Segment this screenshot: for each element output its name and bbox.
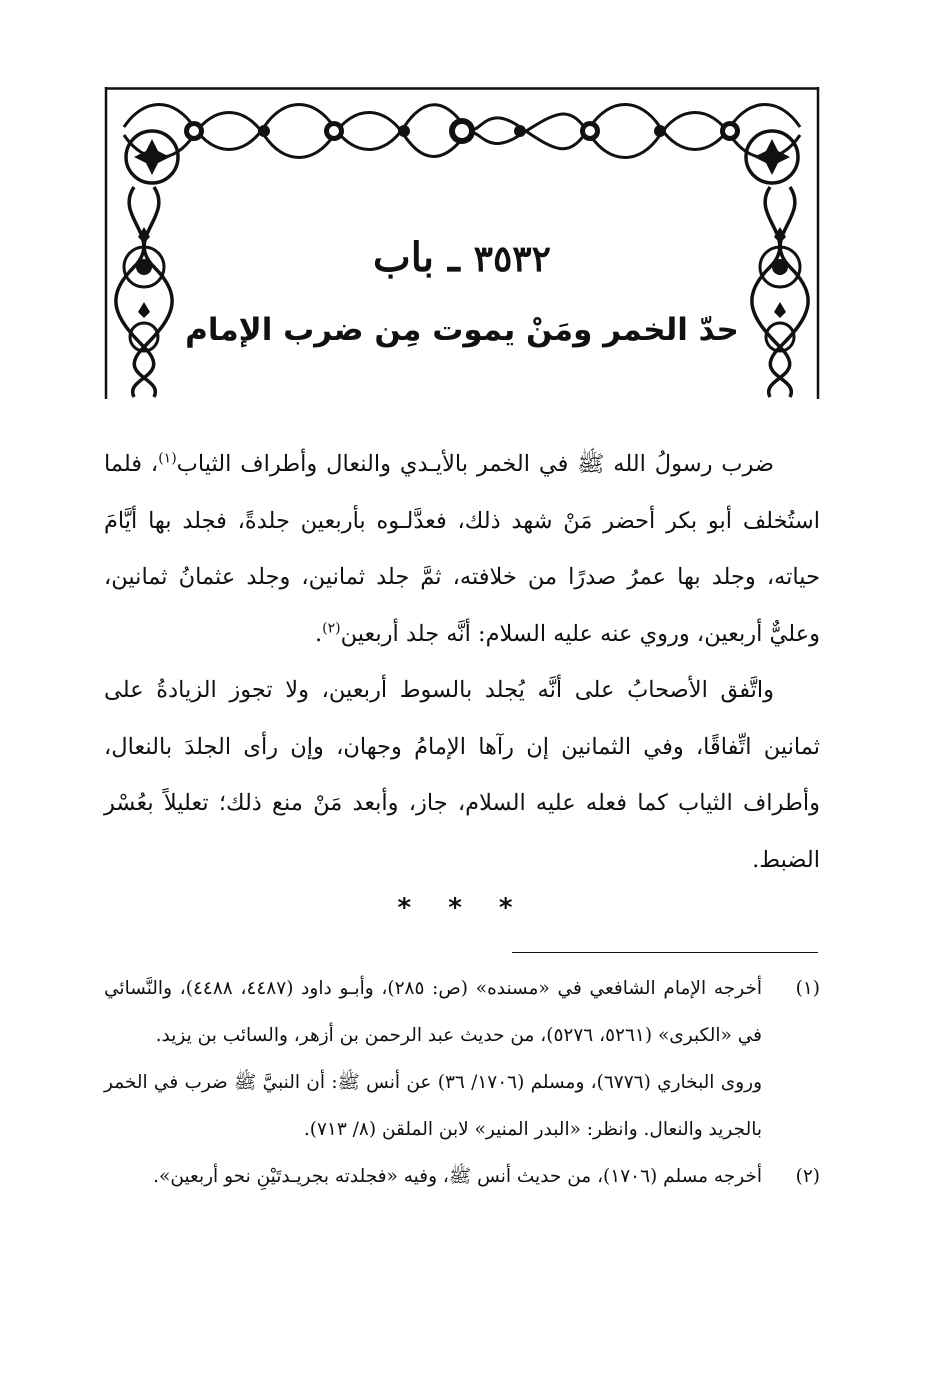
paragraph-1-end: . [315, 620, 323, 647]
chapter-heading [104, 228, 820, 289]
paragraph-2: واتَّفق الأصحابُ على أنَّه يُجلد بالسوط أربعين، ولا تجوز الزيادةُ على ثمانين اتِّفاقًا، وفي الثمانين إن رآها الإمامُ وجهان، وإن رأى الجلدَ بالنعال، وأطراف الثياب كما فعله عليه السلام، جاز، وأبعد مَنْ منع ذلك؛ تعليلاً بعُسْر الضبط. [104, 677, 820, 873]
footnote-ref-2[interactable]: (٢) [322, 620, 341, 636]
chapter-number: ٣٥٣٢ [473, 238, 551, 280]
chapter-title: حدّ الخمر ومَنْ يموت مِن ضرب الإمام [185, 312, 739, 348]
footnote-1-text: أخرجه الإمام الشافعي في «مسنده» (ص: ٢٨٥)، وأبـو داود (٤٤٨٧، ٤٤٨٨)، والنَّسائي في «الكبرى» (٥٢٦١، ٥٢٧٦)، من حديث عبد الرحمن بن أزهر، والسائب بن يزيد. [104, 978, 762, 1046]
paragraph-1-start: ضرب رسولُ الله ﷺ في الخمر بالأيـدي والنعال وأطراف الثياب [176, 451, 775, 477]
footnote-2 [104, 1153, 820, 1200]
section-separator: * * * [397, 893, 527, 923]
footnote-2-text: أخرجه مسلم (١٧٠٦)، من حديث أنس ﷺ، وفيه «فجلدته بجريـدتَيْنِ نحو أربعين». [153, 1166, 762, 1187]
footnote-2-number: (٢) [795, 1166, 820, 1187]
footnotes [104, 965, 820, 1200]
main-text [104, 436, 820, 888]
paragraph-1 [104, 436, 820, 662]
footnote-rule [512, 952, 818, 953]
footnote-1 [104, 965, 820, 1153]
footnote-ref-1[interactable]: (١) [158, 450, 177, 467]
footnote-1-number: (١) [795, 978, 820, 999]
chapter-word: باب [373, 234, 435, 281]
paragraph-1-middle: ، فلما استُخلف أبو بكر أحضر مَنْ شهد ذلك، فعدَّلـوه بأربعين جلدةً، فجلد بها أيَّامَ حياته، وجلد بها عمرُ صدرًا من خلافته، ثمَّ جلد ثمانين، وجلد عثمانُ ثمانين، وعليٌّ أربعين، وروي عنه عليه السلام: أنَّه جلد أربعين [104, 451, 820, 647]
chapter-dash: ـ [447, 234, 460, 281]
footnote-1-continuation: وروى البخاري (٦٧٧٦)، ومسلم (١٧٠٦/ ٣٦) عن أنس ﷺ: أن النبيَّ ﷺ ضرب في الخمر بالجريد والنعال. وانظر: «البدر المنير» لابن الملقن (٨/ ٧١٣). [104, 1072, 762, 1140]
